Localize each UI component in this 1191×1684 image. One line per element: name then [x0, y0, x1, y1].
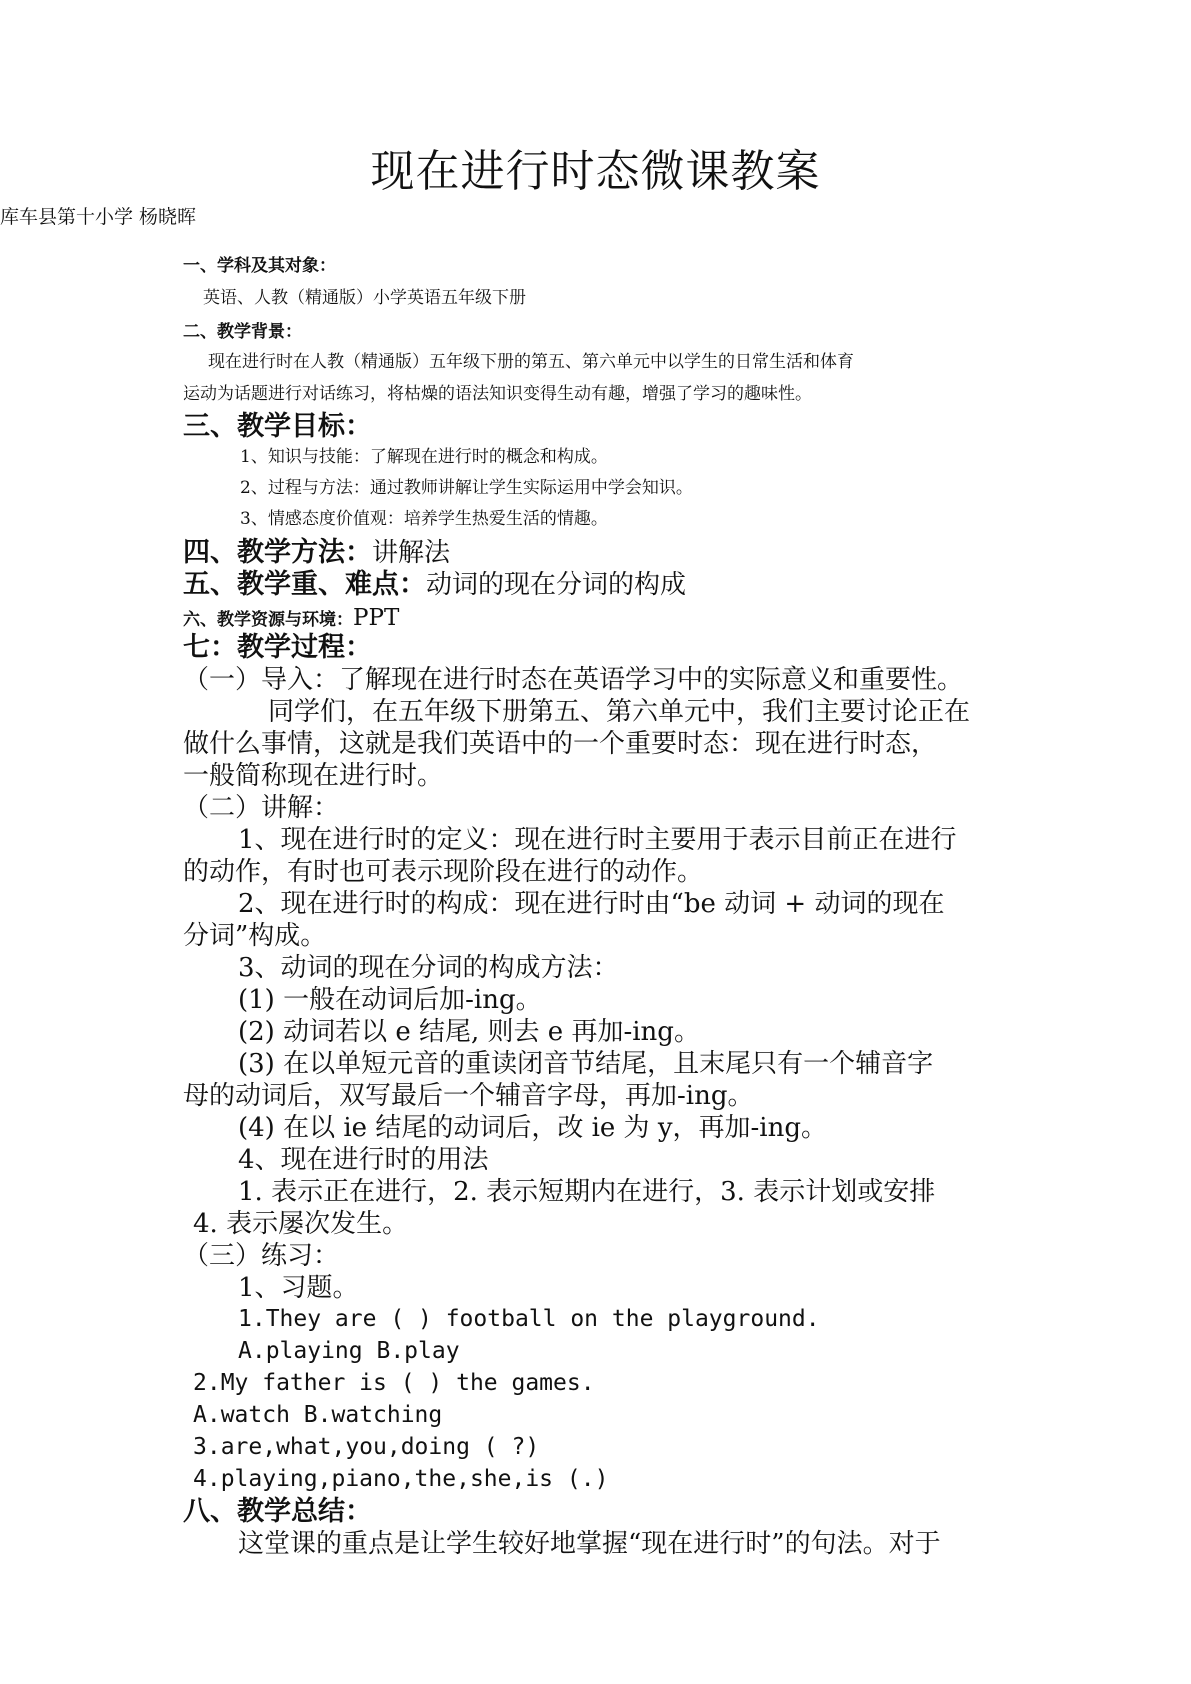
section-2-heading: 二、教学背景：	[183, 322, 302, 342]
section-8-heading: 八、教学总结：	[183, 1496, 372, 1527]
process-line: 同学们，在五年级下册第五、第六单元中，我们主要讨论正在	[268, 697, 971, 727]
process-line: 分词”构成。	[183, 921, 327, 951]
process-line: （二）讲解：	[183, 793, 340, 823]
process-line: 母的动词后，双写最后一个辅音字母，再加-ing。	[183, 1081, 754, 1111]
process-line: 的动作，有时也可表示现阶段在进行的动作。	[183, 857, 704, 887]
section-4-label: 四、教学方法：	[183, 537, 372, 568]
objective-item: 2、过程与方法：通过教师讲解让学生实际运用中学会知识。	[240, 478, 693, 498]
process-line: 1、习题。	[238, 1273, 359, 1303]
exercise-line: 4.playing,piano,the,she,is (.)	[193, 1466, 609, 1492]
process-line: （一）导入：了解现在进行时态在英语学习中的实际意义和重要性。	[183, 665, 964, 695]
objective-item: 3、情感态度价值观：培养学生热爱生活的情趣。	[240, 509, 608, 529]
section-3-heading: 三、教学目标：	[183, 411, 372, 442]
process-line: 4、现在进行时的用法	[238, 1145, 489, 1175]
section-4-heading	[183, 539, 450, 566]
section-6-heading	[183, 607, 399, 630]
process-line: 4. 表示屡次发生。	[193, 1209, 409, 1239]
author-line: 库车县第十小学 杨晓晖	[0, 206, 197, 228]
process-line: （三）练习：	[183, 1241, 340, 1271]
process-line: 1、现在进行时的定义：现在进行时主要用于表示目前正在进行	[238, 825, 957, 855]
section-5-heading	[183, 571, 686, 598]
process-line: (1) 一般在动词后加-ing。	[238, 985, 542, 1015]
section-5-label: 五、教学重、难点：	[183, 569, 426, 600]
process-line: (2) 动词若以 e 结尾, 则去 e 再加-ing。	[238, 1017, 700, 1047]
section-1-text: 英语、人教（精通版）小学英语五年级下册	[203, 288, 526, 308]
exercise-line: 1.They are ( ) football on the playground.	[238, 1306, 820, 1332]
process-line: 1. 表示正在进行，2. 表示短期内在进行，3. 表示计划或安排	[238, 1177, 936, 1207]
document-title: 现在进行时态微课教案	[370, 146, 821, 197]
objective-item: 1、知识与技能：了解现在进行时的概念和构成。	[240, 447, 608, 467]
process-line: 一般简称现在进行时。	[183, 761, 444, 791]
section-2-line: 运动为话题进行对话练习，将枯燥的语法知识变得生动有趣，增强了学习的趣味性。	[183, 384, 812, 404]
exercise-line: 3.are,what,you,doing ( ?)	[193, 1434, 540, 1460]
process-line: 3、动词的现在分词的构成方法：	[238, 953, 619, 983]
process-line: 做什么事情，这就是我们英语中的一个重要时态：现在进行时态，	[183, 729, 938, 759]
section-4-value: 讲解法	[372, 538, 451, 568]
process-line: (4) 在以 ie 结尾的动词后，改 ie 为 y，再加-ing。	[238, 1113, 827, 1143]
exercise-line: 2.My father is ( ) the games.	[193, 1370, 595, 1396]
summary-line: 这堂课的重点是让学生较好地掌握“现在进行时”的句法。对于	[238, 1529, 941, 1559]
section-5-value: 动词的现在分词的构成	[426, 570, 687, 600]
section-1-heading: 一、学科及其对象：	[183, 256, 336, 276]
section-2-line: 现在进行时在人教（精通版）五年级下册的第五、第六单元中以学生的日常生活和体育	[208, 352, 854, 372]
exercise-line: A.playing B.play	[238, 1338, 460, 1364]
section-6-value: PPT	[353, 605, 400, 631]
process-line: (3) 在以单短元音的重读闭音节结尾，且末尾只有一个辅音字	[238, 1049, 934, 1079]
exercise-line: A.watch B.watching	[193, 1402, 443, 1428]
section-7-heading: 七：教学过程：	[183, 632, 372, 663]
section-6-label: 六、教学资源与环境：	[183, 610, 353, 630]
process-line: 2、现在进行时的构成：现在进行时由“be 动词 + 动词的现在	[238, 889, 945, 919]
